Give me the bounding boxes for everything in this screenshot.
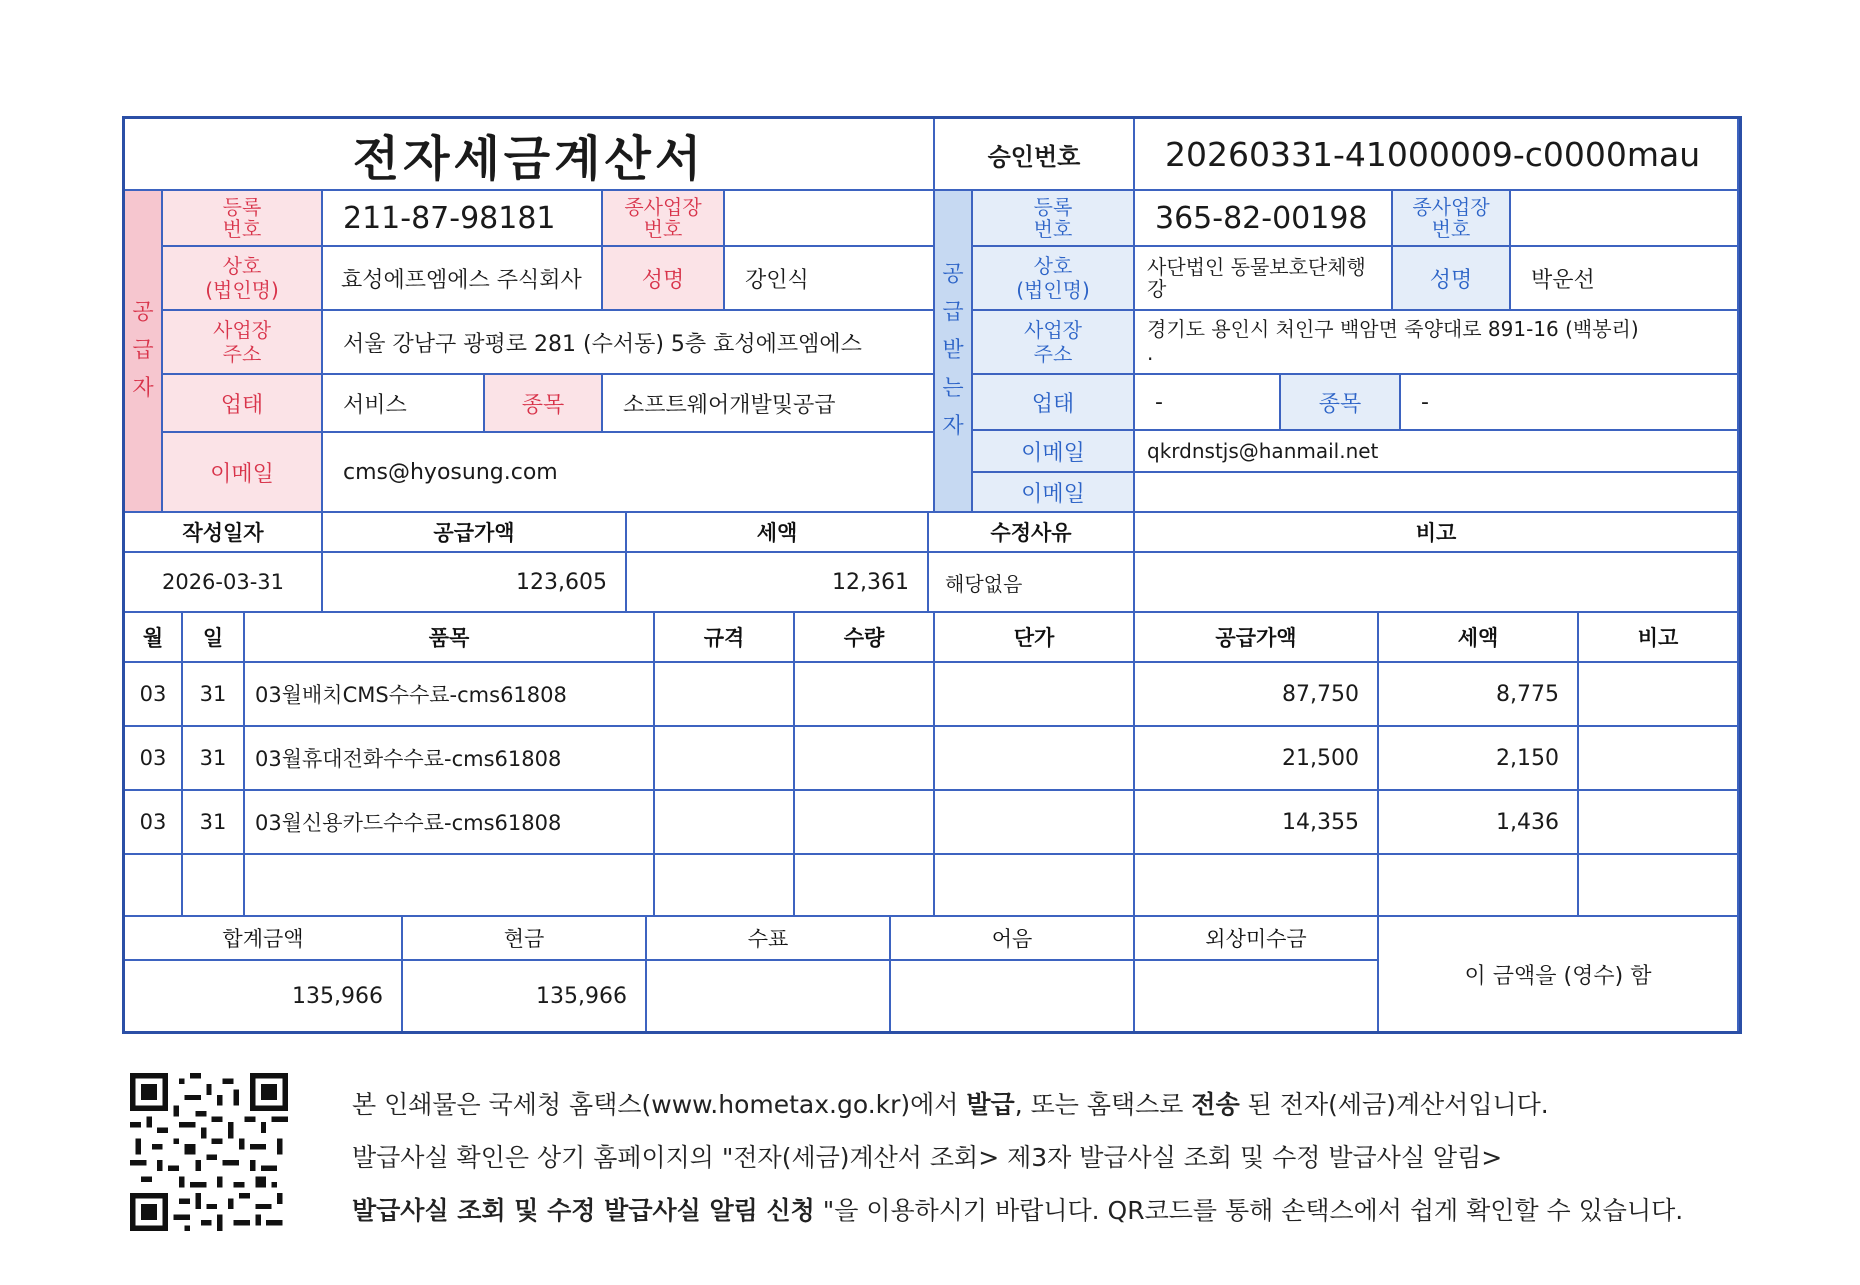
buyer-reg-no: 365-82-00198	[1135, 191, 1393, 247]
item-qty	[795, 791, 935, 855]
supplier-biztype-label: 업태	[163, 375, 323, 433]
buyer-biztype: -	[1135, 375, 1281, 431]
footer-text: 된 전자(세금)계산서입니다.	[1239, 1090, 1549, 1119]
totals-credit	[1135, 961, 1379, 1031]
supplier-subbiz	[725, 191, 935, 247]
item-tax: 8,775	[1379, 663, 1579, 727]
buyer-email2	[1135, 473, 1739, 513]
empty-cell	[245, 855, 655, 917]
buyer-email: qkrdnstjs@hanmail.net	[1135, 431, 1739, 473]
items-header-spec: 규격	[655, 613, 795, 663]
items-header-month: 월	[125, 613, 183, 663]
approval-number: 20260331-41000009-c0000mau	[1135, 119, 1739, 191]
summary-supply-amount: 123,605	[323, 553, 627, 613]
items-header-qty: 수량	[795, 613, 935, 663]
item-name: 03월휴대전화수수료-cms61808	[245, 727, 655, 791]
footer-text: , 또는 홈택스로	[1014, 1090, 1192, 1119]
supplier-reg-no: 211-87-98181	[323, 191, 603, 247]
empty-cell	[1135, 855, 1379, 917]
empty-cell	[183, 855, 245, 917]
summary-header-tax: 세액	[627, 513, 929, 553]
totals-header-cash: 현금	[403, 917, 647, 961]
footer-text: "을 이용하시기 바랍니다. QR코드를 통해 손택스에서 쉽게 확인할 수 있습니다.	[814, 1196, 1684, 1225]
buyer-item-label: 종목	[1281, 375, 1401, 431]
empty-cell	[125, 855, 183, 917]
totals-header-check: 수표	[647, 917, 891, 961]
side-char: 받	[942, 338, 964, 363]
empty-cell	[1579, 855, 1739, 917]
buyer-biztype-label: 업태	[973, 375, 1135, 431]
receipt-text: 이 금액을 (영수) 함	[1379, 917, 1739, 1031]
items-header-note: 비고	[1579, 613, 1739, 663]
item-day: 31	[183, 791, 245, 855]
empty-cell	[935, 855, 1135, 917]
footer-bold: 전송	[1191, 1090, 1240, 1119]
item-note	[1579, 727, 1739, 791]
footer-line-3	[352, 1191, 1683, 1227]
summary-date: 2026-03-31	[125, 553, 323, 613]
totals-total: 135,966	[125, 961, 403, 1031]
side-char: 공	[132, 300, 154, 325]
buyer-item: -	[1401, 375, 1739, 431]
item-spec	[655, 727, 795, 791]
supplier-email-label: 이메일	[163, 433, 323, 513]
items-header-unit: 단가	[935, 613, 1135, 663]
buyer-side-label	[935, 191, 973, 513]
buyer-email2-label: 이메일	[973, 473, 1135, 513]
totals-cash: 135,966	[403, 961, 647, 1031]
side-char: 급	[942, 300, 964, 325]
empty-cell	[795, 855, 935, 917]
supplier-item-label: 종목	[485, 375, 603, 433]
item-name: 03월배치CMS수수료-cms61808	[245, 663, 655, 727]
item-name: 03월신용카드수수료-cms61808	[245, 791, 655, 855]
item-tax: 1,436	[1379, 791, 1579, 855]
summary-reason: 해당없음	[929, 553, 1135, 613]
side-char: 자	[132, 376, 154, 401]
empty-cell	[655, 855, 795, 917]
buyer-name-label: 상호 (법인명)	[973, 247, 1135, 311]
summary-header-supply: 공급가액	[323, 513, 627, 553]
item-unit	[935, 791, 1135, 855]
side-char: 급	[132, 338, 154, 363]
item-note	[1579, 791, 1739, 855]
supplier-addr: 서울 강남구 광평로 281 (수서동) 5층 효성에프엠에스	[323, 311, 935, 375]
item-day: 31	[183, 663, 245, 727]
item-amount: 87,750	[1135, 663, 1379, 727]
footer-bold: 발급	[966, 1090, 1015, 1119]
footer-text: 본 인쇄물은 국세청 홈택스(www.hometax.go.kr)에서	[352, 1090, 967, 1119]
tax-invoice	[122, 116, 1742, 1034]
item-spec	[655, 791, 795, 855]
totals-check	[647, 961, 891, 1031]
supplier-biztype: 서비스	[323, 375, 485, 433]
footer-bold: 발급사실 조회 및 수정 발급사실 알림 신청	[352, 1196, 815, 1225]
items-header-tax: 세액	[1379, 613, 1579, 663]
summary-note	[1135, 553, 1739, 613]
item-qty	[795, 727, 935, 791]
items-header-day: 일	[183, 613, 245, 663]
supplier-reg-label: 등록 번호	[163, 191, 323, 247]
item-unit	[935, 727, 1135, 791]
qr-code-icon	[130, 1073, 288, 1231]
buyer-subbiz	[1511, 191, 1739, 247]
item-qty	[795, 663, 935, 727]
supplier-addr-label: 사업장 주소	[163, 311, 323, 375]
supplier-side-label	[125, 191, 163, 513]
side-char: 공	[942, 262, 964, 287]
supplier-email: cms@hyosung.com	[323, 433, 935, 513]
totals-note-bill	[891, 961, 1135, 1031]
buyer-rep-label: 성명	[1393, 247, 1511, 311]
item-tax: 2,150	[1379, 727, 1579, 791]
item-month: 03	[125, 791, 183, 855]
buyer-subbiz-label: 종사업장 번호	[1393, 191, 1511, 247]
item-amount: 21,500	[1135, 727, 1379, 791]
supplier-name-label: 상호 (법인명)	[163, 247, 323, 311]
buyer-addr-label: 사업장 주소	[973, 311, 1135, 375]
item-note	[1579, 663, 1739, 727]
supplier-subbiz-label: 종사업장 번호	[603, 191, 725, 247]
footer-line-1	[352, 1085, 1549, 1121]
item-month: 03	[125, 663, 183, 727]
totals-header-total: 합계금액	[125, 917, 403, 961]
item-day: 31	[183, 727, 245, 791]
item-unit	[935, 663, 1135, 727]
summary-header-note: 비고	[1135, 513, 1739, 553]
items-header-name: 품목	[245, 613, 655, 663]
buyer-addr: 경기도 용인시 처인구 백암면 죽양대로 891-16 (백봉리) .	[1135, 311, 1739, 375]
supplier-rep-label: 성명	[603, 247, 725, 311]
buyer-reg-label: 등록 번호	[973, 191, 1135, 247]
totals-header-note-bill: 어음	[891, 917, 1135, 961]
buyer-name: 사단법인 동물보호단체행 강	[1135, 247, 1393, 311]
side-char: 자	[942, 414, 964, 439]
approval-label: 승인번호	[935, 119, 1135, 191]
invoice-title: 전자세금계산서	[125, 119, 935, 191]
footer-line-2: 발급사실 확인은 상기 홈페이지의 "전자(세금)계산서 조회> 제3자 발급사실 조회 및 수정 발급사실 알림>	[352, 1143, 1503, 1172]
buyer-email-label: 이메일	[973, 431, 1135, 473]
buyer-rep: 박운선	[1511, 247, 1739, 311]
summary-header-reason: 수정사유	[929, 513, 1135, 553]
summary-header-date: 작성일자	[125, 513, 323, 553]
supplier-item: 소프트웨어개발및공급	[603, 375, 935, 433]
side-char: 는	[942, 376, 964, 401]
item-spec	[655, 663, 795, 727]
supplier-rep: 강인식	[725, 247, 935, 311]
totals-header-credit: 외상미수금	[1135, 917, 1379, 961]
empty-cell	[1379, 855, 1579, 917]
summary-tax: 12,361	[627, 553, 929, 613]
item-month: 03	[125, 727, 183, 791]
items-header-amount: 공급가액	[1135, 613, 1379, 663]
title-row	[125, 119, 1739, 191]
supplier-name: 효성에프엠에스 주식회사	[323, 247, 603, 311]
item-amount: 14,355	[1135, 791, 1379, 855]
